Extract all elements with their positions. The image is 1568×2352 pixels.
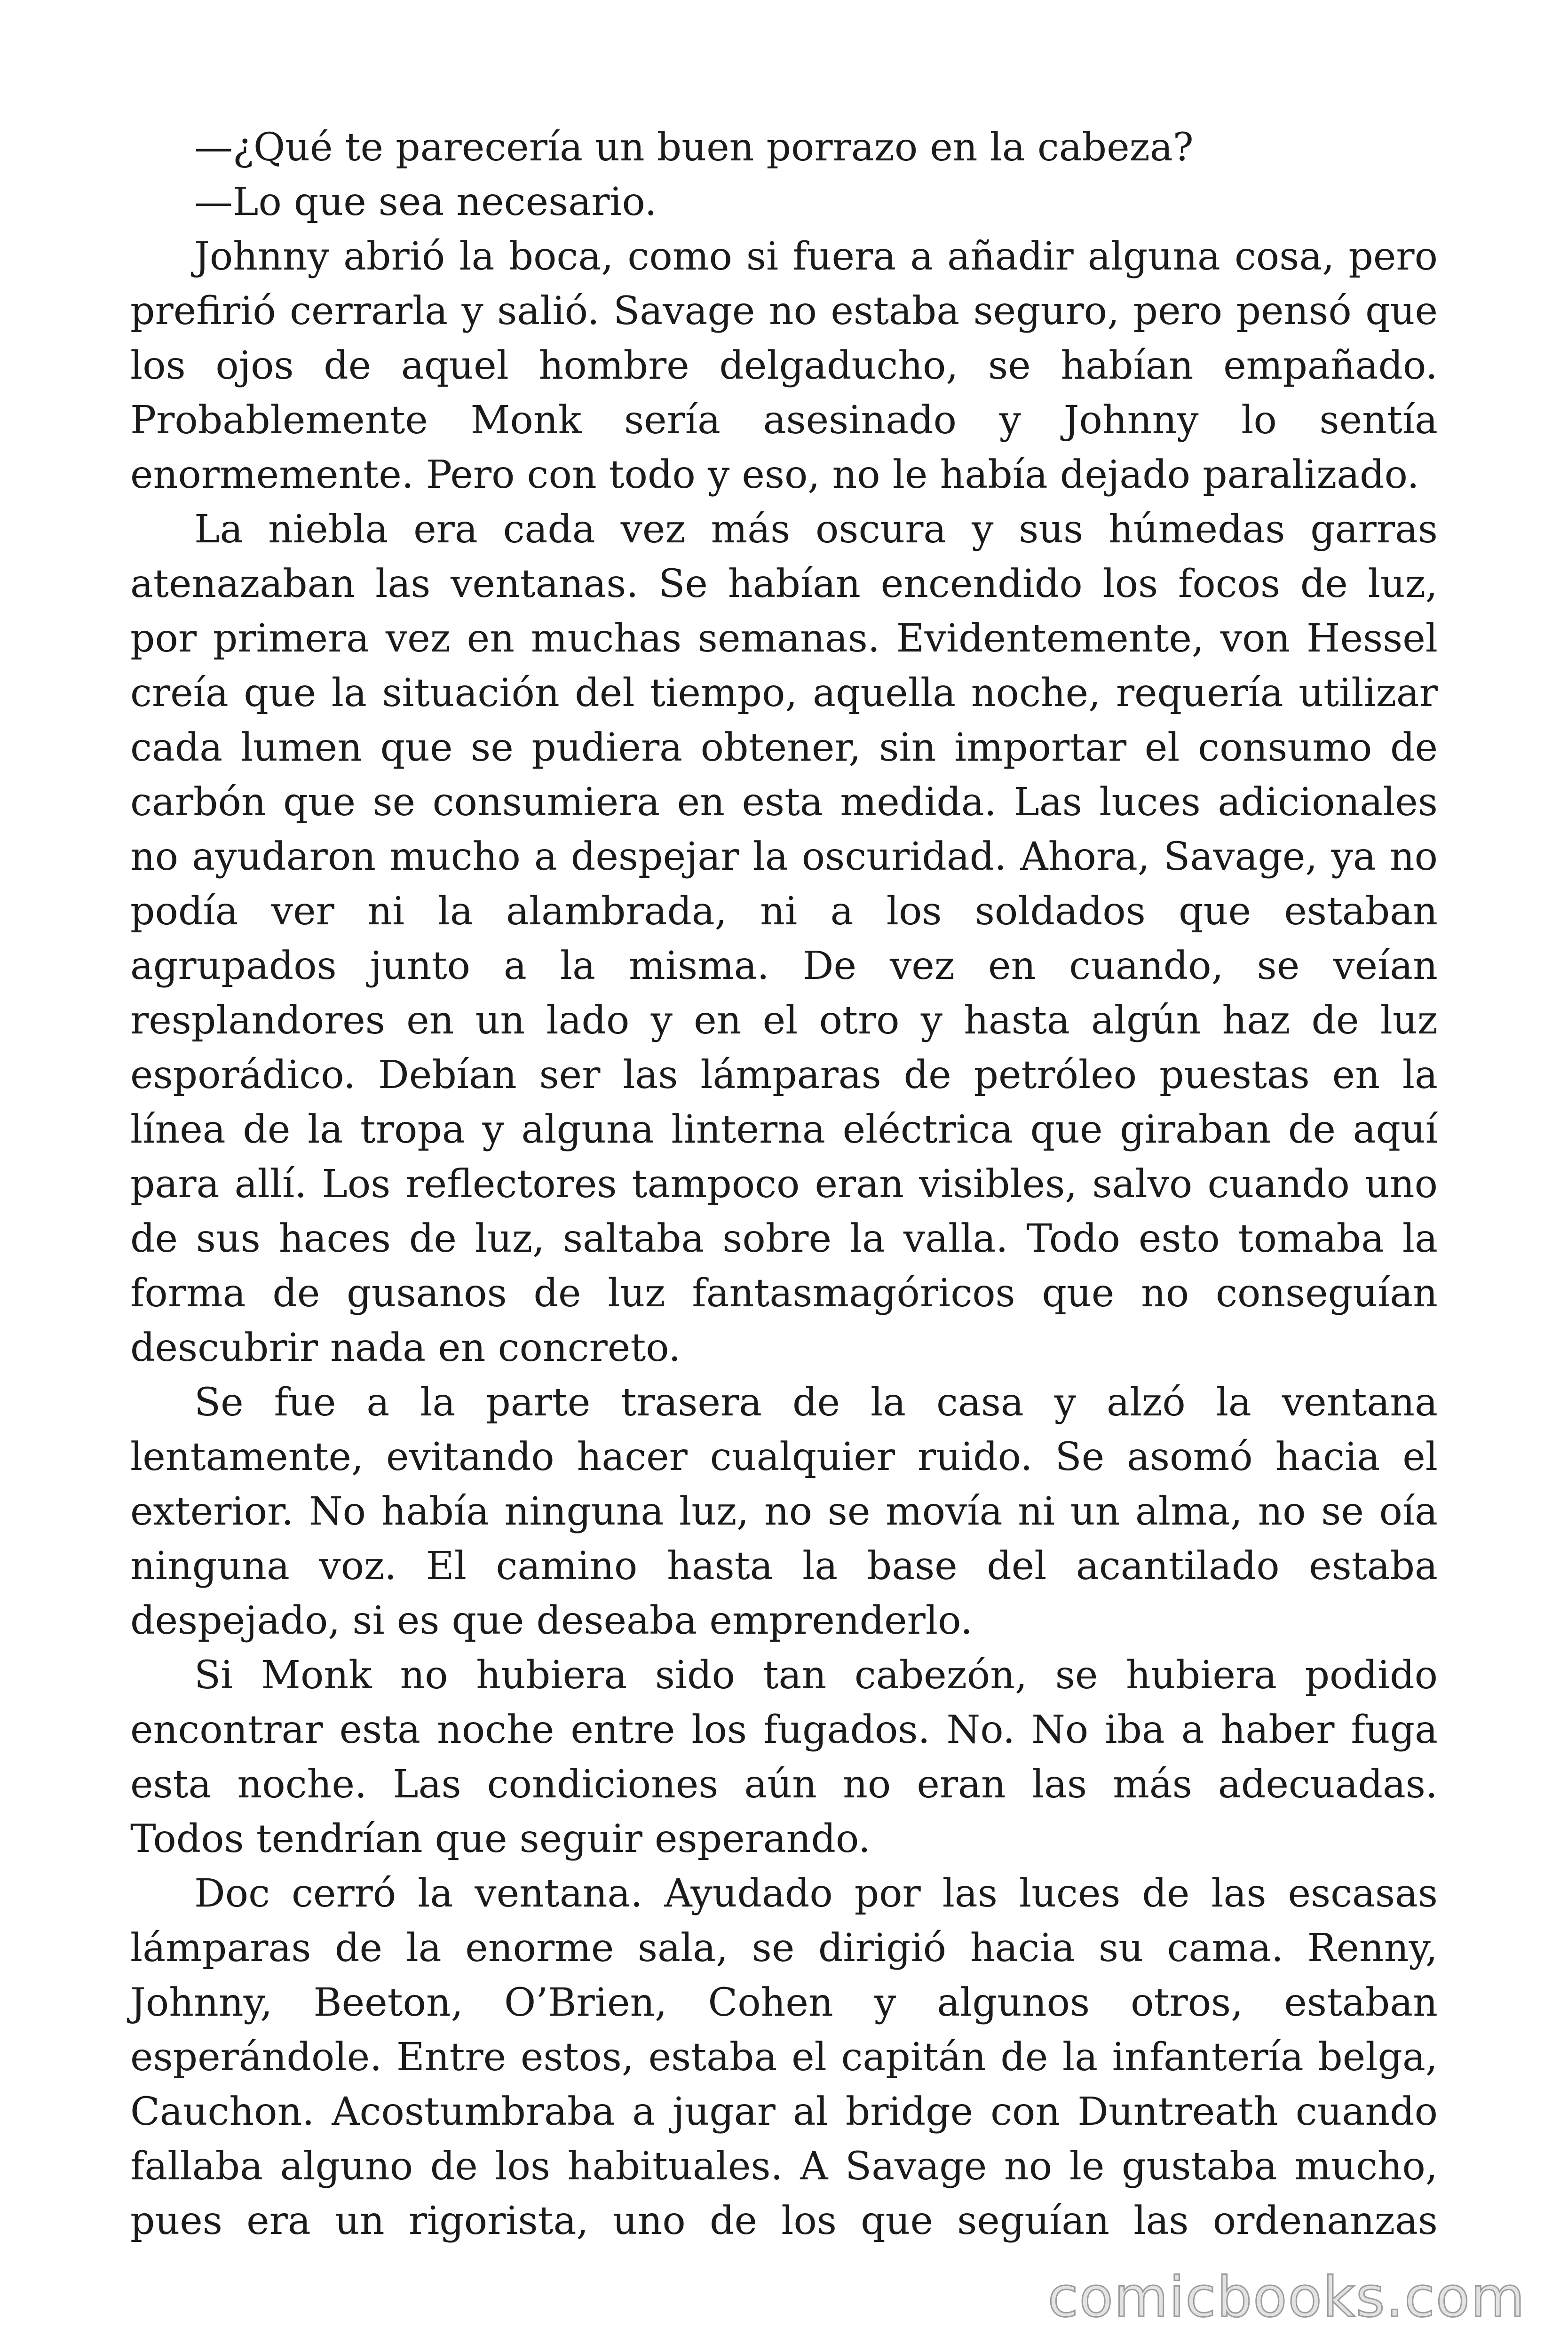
paragraph-niebla: La niebla era cada vez más oscura y sus húmedas garras atenazaban las ventanas. Se habían encendido los focos de luz, por primera vez en muchas semanas. Evidentemente, von Hessel creía que la situación del tiempo, aquella noche, requería utilizar cada lumen que se pudiera obtener, sin importar el consumo de carbón que se consumiera en esta medida. Las luces adicionales no ayudaron mucho a despejar la oscuridad. Ahora, Savage, ya no podía ver ni la alambrada, ni a los soldados que estaban agrupados junto a la misma. De vez en cuando, se veían resplandores en un lado y en el otro y hasta algún haz de luz esporádico. Debían ser las lámparas de petróleo puestas en la línea de la tropa y alguna linterna eléctrica que giraban de aquí para allí. Los reflectores tampoco eran visibles, salvo cuando uno de sus haces de luz, saltaba sobre la valla. Todo esto tomaba la forma de gusanos de luz fantasmagóricos que no conseguían descubrir nada en concreto. bbox=[130, 507, 1438, 1370]
paragraph-ventana: Se fue a la parte trasera de la casa y alzó la ventana lentamente, evitando hacer cualquier ruido. Se asomó hacia el exterior. No había ninguna luz, no se movía ni un alma, no se oía ninguna voz. El camino hasta la base del acantilado estaba despejado, si es que deseaba emprenderlo. bbox=[130, 1380, 1438, 1643]
page-body-text bbox=[130, 120, 1438, 2249]
watermark-logo: comicbooks.com bbox=[1047, 2265, 1526, 2329]
paragraph-dialogue-1: —¿Qué te parecería un buen porrazo en la cabeza? bbox=[194, 125, 1194, 170]
paragraph-doc: Doc cerró la ventana. Ayudado por las luces de las escasas lámparas de la enorme sala, se dirigió hacia su cama. Renny, Johnny, Beeton, O’Brien, Cohen y algunos otros, estaban esperándole. Entre estos, estaba el capitán de la infantería belga, Cauchon. Acostumbraba a jugar al bridge con Duntreath cuando fallaba alguno de los habituales. A Savage no le gustaba mucho, pues era un rigorista, uno de los que seguían las ordenanzas bbox=[130, 1871, 1438, 2243]
paragraph-monk: Si Monk no hubiera sido tan cabezón, se hubiera podido encontrar esta noche entre los fugados. No. No iba a haber fuga esta noche. Las condiciones aún no eran las más adecuadas. Todos tendrían que seguir esperando. bbox=[130, 1653, 1438, 1861]
paragraph-johnny: Johnny abrió la boca, como si fuera a añadir alguna cosa, pero prefirió cerrarla y salió. Savage no estaba seguro, pero pensó que los ojos de aquel hombre delgaducho, se habían empañado. Probablemente Monk sería asesinado y Johnny lo sentía enormemente. Pero con todo y eso, no le había dejado paralizado. bbox=[130, 234, 1438, 497]
paragraph-dialogue-2: —Lo que sea necesario. bbox=[194, 180, 657, 224]
